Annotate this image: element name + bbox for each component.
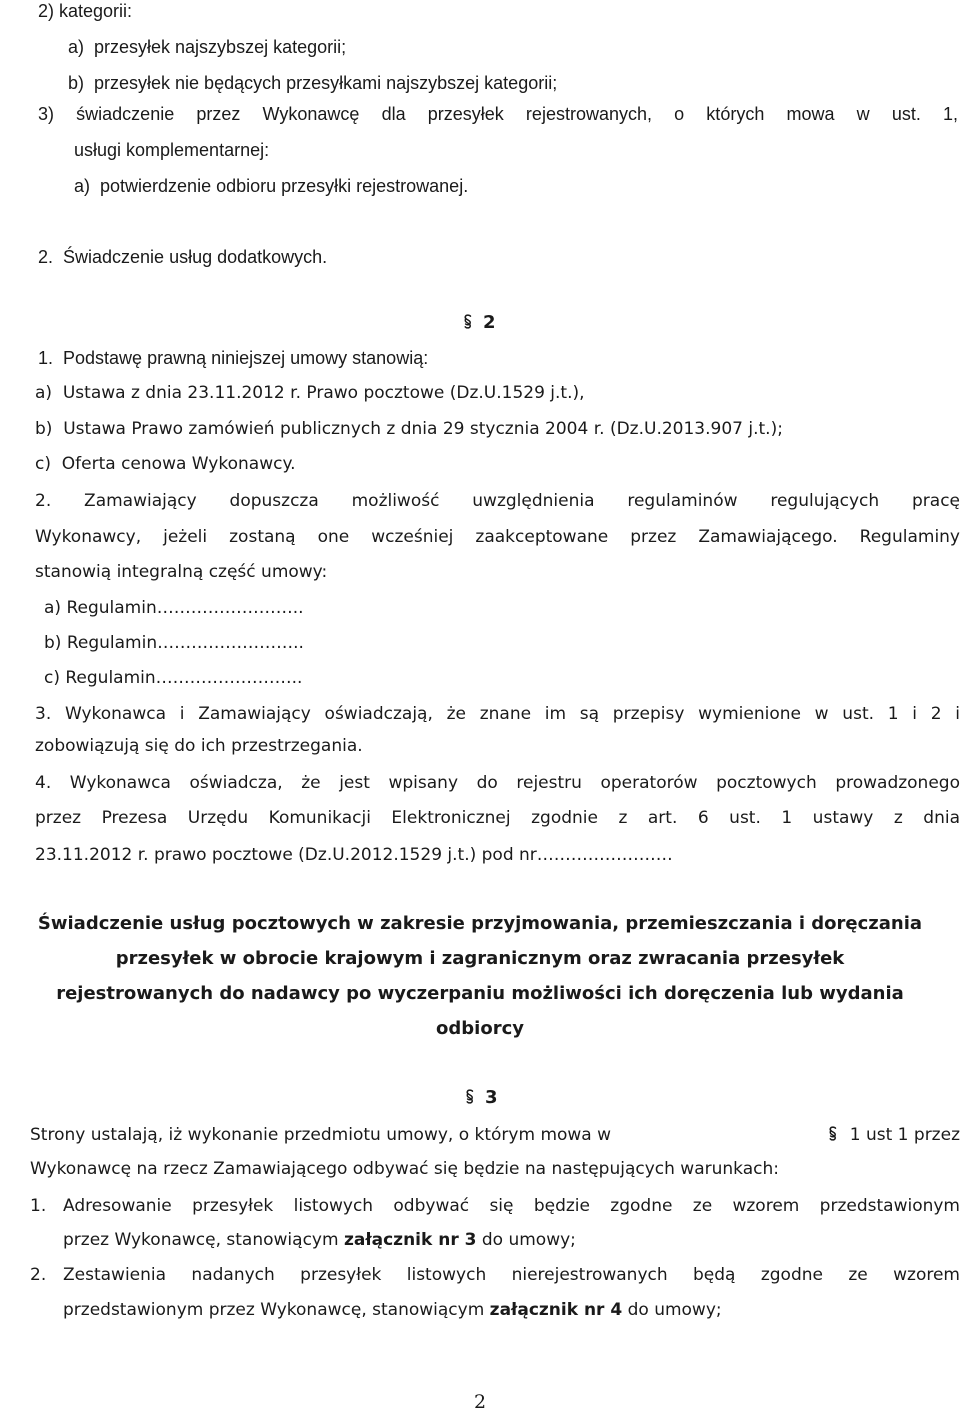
section-number: 2 <box>483 312 496 333</box>
s3-item-1-text: przez Wykonawcę, stanowiącym <box>63 1230 339 1250</box>
list-item-2: 2) kategorii: <box>38 1 133 21</box>
s3-item-1-line2 <box>63 1229 576 1251</box>
attachment-ref: załącznik nr 3 <box>343 1230 477 1250</box>
s2-point-4-line2: przez Prezesa Urzędu Komunikacji Elektronicznej zgodnie z art. 6 ust. 1 ustawy z dnia <box>35 808 960 828</box>
s3-item-2-number: 2. <box>30 1265 47 1285</box>
list-item-2b: b) przesyłek nie będących przesyłkami najszybszej kategorii; <box>68 73 558 93</box>
s2-point-4-line1: 4. Wykonawca oświadcza, że jest wpisany do rejestru operatorów pocztowych prowadzonego <box>35 773 960 793</box>
s3-item-2-text: przedstawionym przez Wykonawcę, stanowiącym <box>63 1300 485 1320</box>
s3-intro-line1 <box>30 1124 960 1146</box>
list-item-3-line1: 3) świadczenie przez Wykonawcę dla przesyłek rejestrowanych, o których mowa w ust. 1, <box>38 104 958 124</box>
heading-line-2: przesyłek w obrocie krajowym i zagranicznym oraz zwracania przesyłek <box>115 948 845 969</box>
s2-point-1a: a) Ustawa z dnia 23.11.2012 r. Prawo pocztowe (Dz.U.1529 j.t.), <box>35 383 585 403</box>
s3-item-2-tail: do umowy; <box>627 1300 722 1320</box>
s2-point-2a: a) Regulamin…………………….. <box>44 598 304 618</box>
section-number: 3 <box>485 1087 498 1108</box>
s2-point-1c: c) Oferta cenowa Wykonawcy. <box>35 454 296 474</box>
section-sign-icon <box>828 1126 838 1142</box>
s2-point-2-line1: 2. Zamawiający dopuszcza możliwość uwzględnienia regulaminów regulujących pracę <box>35 491 960 511</box>
section-sign-icon <box>465 1089 475 1105</box>
s2-point-1b: b) Ustawa Prawo zamówień publicznych z dnia 29 stycznia 2004 r. (Dz.U.2013.907 j.t.); <box>35 419 783 439</box>
s3-item-2-line2 <box>63 1299 722 1321</box>
section-3-heading <box>465 1087 498 1108</box>
s2-point-2-line3: stanowią integralną część umowy: <box>35 562 328 582</box>
s3-item-1-tail: do umowy; <box>481 1230 576 1250</box>
s2-point-2b: b) Regulamin…………………….. <box>44 633 304 653</box>
page-number: 2 <box>473 1391 487 1413</box>
list-item-3a: a) potwierdzenie odbioru przesyłki rejestrowanej. <box>74 176 469 196</box>
s3-intro-line1-part-b <box>828 1124 960 1146</box>
s3-intro-line2: Wykonawcę na rzecz Zamawiającego odbywać się będzie na następujących warunkach: <box>30 1159 779 1179</box>
s3-intro-ref: 1 ust 1 przez <box>849 1125 960 1145</box>
section-sign-icon <box>463 314 473 330</box>
heading-line-1: Świadczenie usług pocztowych w zakresie przyjmowania, przemieszczania i doręczania <box>37 913 923 934</box>
heading-line-3: rejestrowanych do nadawcy po wyczerpaniu możliwości ich doręczenia lub wydania <box>56 983 904 1004</box>
list-item-2a: a) przesyłek najszybszej kategorii; <box>68 37 347 57</box>
s2-point-4-line3: 23.11.2012 r. prawo pocztowe (Dz.U.2012.1529 j.t.) pod nr…………………… <box>35 845 673 865</box>
s3-intro-line1-part-a: Strony ustalają, iż wykonanie przedmiotu umowy, o którym mowa w <box>30 1125 612 1145</box>
heading-line-4: odbiorcy <box>436 1018 524 1039</box>
s2-point-1: 1. Podstawę prawną niniejszej umowy stanowią: <box>38 348 429 368</box>
s2-point-3-line2: zobowiązują się do ich przestrzegania. <box>35 736 363 756</box>
s3-item-2-line1: Zestawienia nadanych przesyłek listowych nierejestrowanych będą zgodne ze wzorem <box>63 1265 960 1285</box>
list-item-3-line2: usługi komplementarnej: <box>74 140 270 160</box>
s3-item-1-line1: Adresowanie przesyłek listowych odbywać się będzie zgodne ze wzorem przedstawionym <box>63 1196 960 1216</box>
s2-point-3-line1: 3. Wykonawca i Zamawiający oświadczają, że znane im są przepisy wymienione w ust. 1 i 2 i <box>35 704 960 724</box>
section-2-heading <box>463 312 496 333</box>
s2-point-2c: c) Regulamin…………………….. <box>44 668 303 688</box>
point-2: 2. Świadczenie usług dodatkowych. <box>38 247 328 267</box>
s3-item-1-number: 1. <box>30 1196 47 1216</box>
attachment-ref: załącznik nr 4 <box>489 1300 623 1320</box>
s2-point-2-line2: Wykonawcy, jeżeli zostaną one wcześniej zaakceptowane przez Zamawiającego. Regulaminy <box>35 527 960 547</box>
